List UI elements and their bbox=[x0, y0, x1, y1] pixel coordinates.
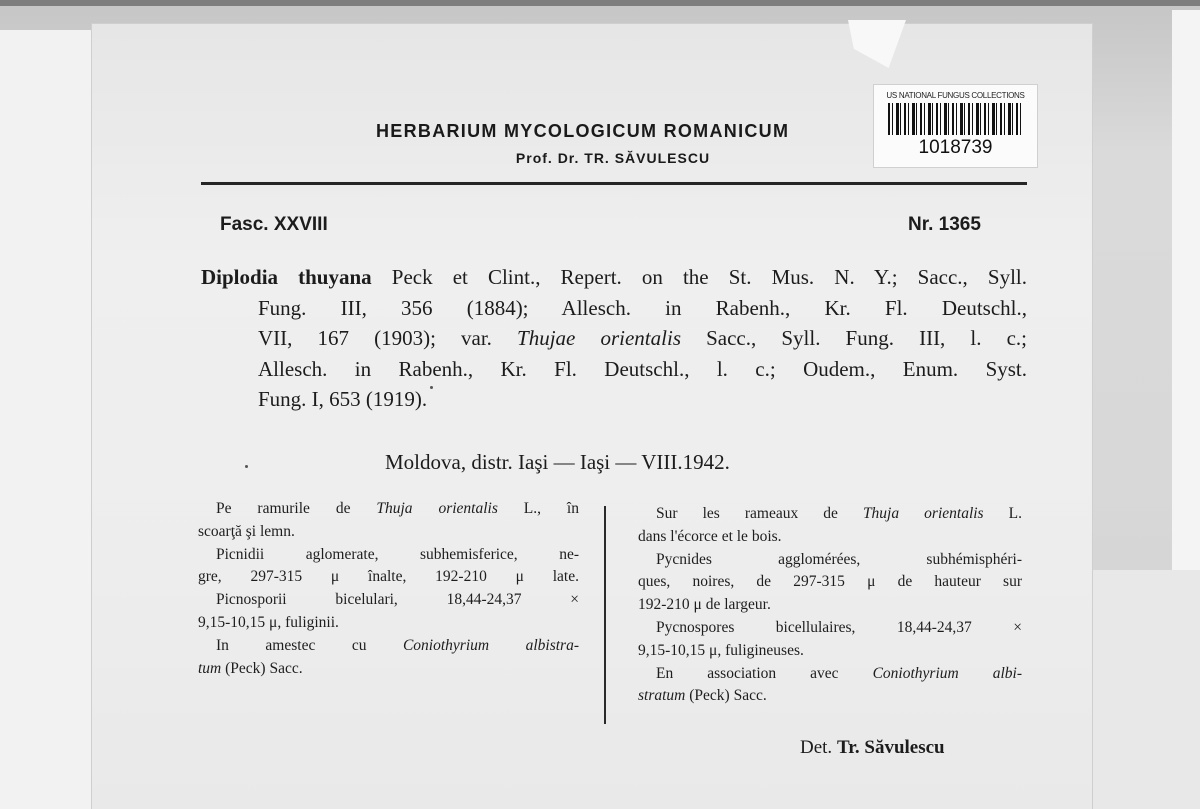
exsiccata-number: Nr. 1365 bbox=[908, 214, 981, 235]
citation-line: Allesch. in Rabenh., Kr. Fl. Deutschl., l. c.; Oudem., Enum. Syst. bbox=[258, 356, 1027, 381]
herbarium-subtitle: Prof. Dr. TR. SĂVULESCU bbox=[515, 150, 711, 166]
citation-line: Fung. I, 653 (1919). bbox=[258, 387, 428, 411]
taxon-citation bbox=[201, 262, 1027, 415]
sheet-edge bbox=[1172, 10, 1200, 570]
sheet-left-margin bbox=[0, 30, 96, 809]
collection-locality: Moldova, distr. Iaşi — Iaşi — VIII.1942. bbox=[385, 450, 730, 474]
paper-speck bbox=[245, 465, 248, 468]
barcode-icon bbox=[888, 103, 1022, 135]
header-rule bbox=[201, 182, 1027, 185]
barcode-label bbox=[873, 84, 1038, 168]
species-name: Diplodia thuyana bbox=[201, 265, 372, 289]
description-french: Sur les rameaux de Thuja orientalis L. dans l'écorce et le bois. Pycnides agglomérées, subhémisphéri- ques, noires, de 297-315 μ de hauteur sur 192-210 μ de largeur. Pycnospores bicellulaires, 18,44-24,37 × 9,15-10,15 μ, fuligineuses. En association avec Coniothyrium albi- stratum (Peck) Sacc. bbox=[638, 505, 1022, 705]
citation-line: Diplodia thuyana Peck et Clint., Repert. on the St. Mus. N. Y.; Sacc., Syll. bbox=[201, 265, 1027, 289]
herbarium-title: HERBARIUM MYCOLOGICUM ROMANICUM bbox=[376, 121, 790, 141]
barcode-number: 1018739 bbox=[918, 137, 993, 158]
citation-line: VII, 167 (1903); var. Thujae orientalis Sacc., Syll. Fung. III, l. c.; bbox=[258, 326, 1028, 350]
paper-speck bbox=[430, 386, 433, 389]
determiner: Det. Tr. Săvulescu bbox=[800, 737, 945, 758]
description-romanian: Pe ramurile de Thuja orientalis L., în scoarţă şi lemn. Picnidii aglomerate, subhemisferice, ne- gre, 297-315 μ înalte, 192-210 μ late. Picnosporii bicelulari, 18,44-24,37 × 9,15-10,15 μ, fuliginii. In amestec cu Coniothyrium albistra- tum (Peck) Sacc. bbox=[198, 500, 579, 677]
citation-line: Fung. III, 356 (1884); Allesch. in Rabenh., Kr. Fl. Deutschl., bbox=[258, 295, 1027, 320]
column-divider bbox=[604, 506, 606, 724]
fascicle-number: Fasc. XXVIII bbox=[220, 214, 328, 235]
barcode-institution: US NATIONAL FUNGUS COLLECTIONS bbox=[886, 91, 1025, 100]
